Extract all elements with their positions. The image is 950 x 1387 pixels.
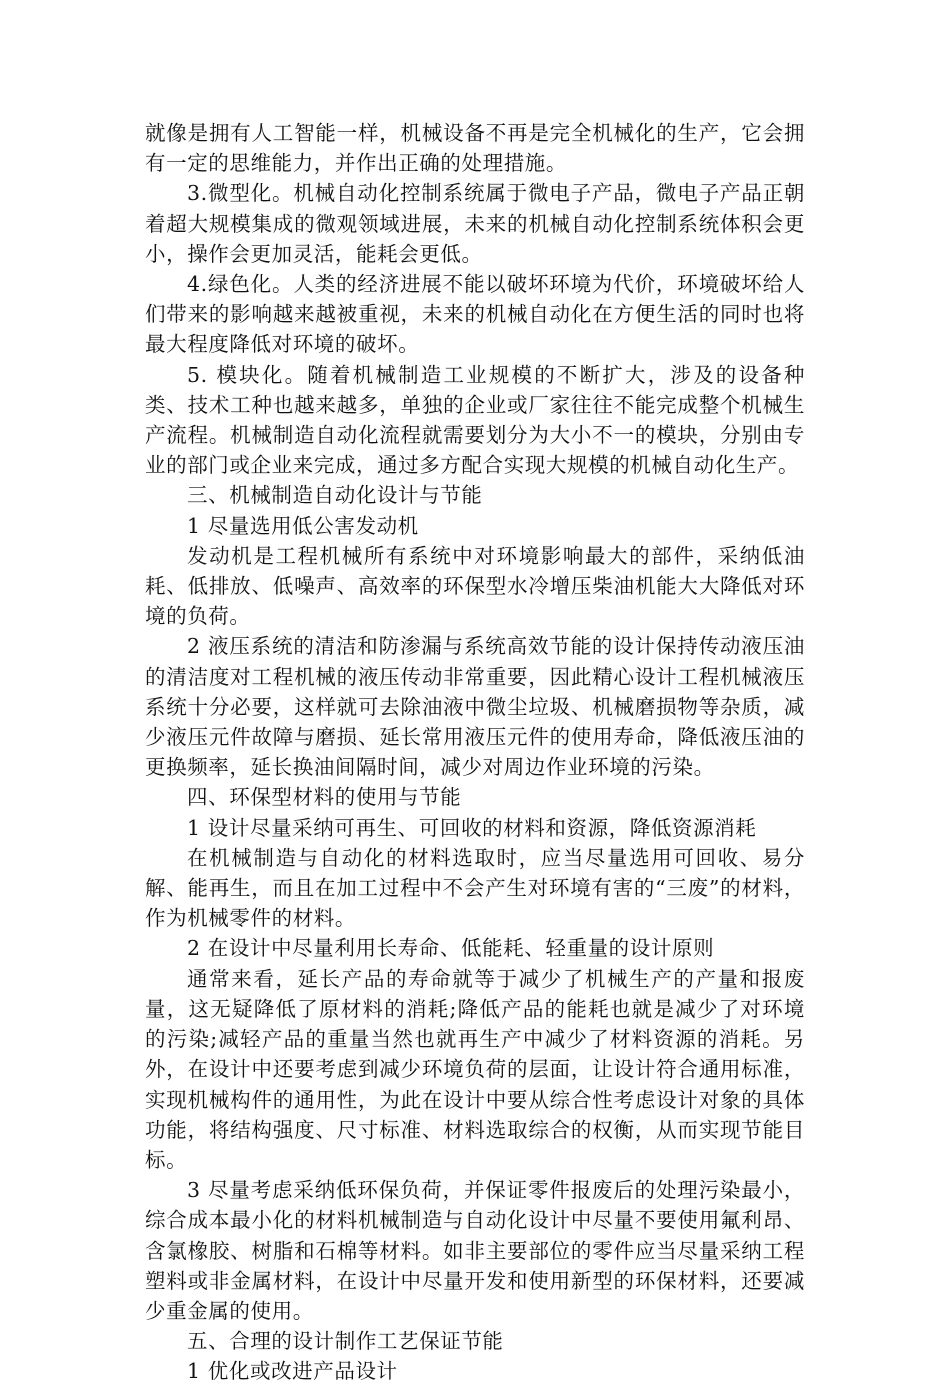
paragraph: 5. 模块化。随着机械制造工业规模的不断扩大，涉及的设备种类、技术工种也越来越多，单独的企业或厂家往往不能完成整个机械生产流程。机械制造自动化流程就需要划分为大小不一的模块，分别由专业的部门或企业来完成，通过多方配合实现大规模的机械自动化生产。 xyxy=(145,362,805,478)
subsection-heading: 1 优化或改进产品设计 xyxy=(187,1359,398,1384)
paragraph: 就像是拥有人工智能一样，机械设备不再是完全机械化的生产，它会拥有一定的思维能力，并作出正确的处理措施。 xyxy=(145,121,805,176)
paragraph: 2 液压系统的清洁和防渗漏与系统高效节能的设计保持传动液压油的清洁度对工程机械的液压传动非常重要，因此精心设计工程机械液压系统十分必要，这样就可去除油液中微尘垃圾、机械磨损物等杂质，减少液压元件故障与磨损、延长常用液压元件的使用寿命，降低液压油的更换频率，延长换油间隔时间，减少对周边作业环境的污染。 xyxy=(145,634,805,780)
section-heading: 四、环保型材料的使用与节能 xyxy=(187,785,462,810)
subsection-heading: 2 在设计中尽量利用长寿命、低能耗、轻重量的设计原则 xyxy=(187,936,715,961)
paragraph: 3.微型化。机械自动化控制系统属于微电子产品，微电子产品正朝着超大规模集成的微观领域进展，未来的机械自动化控制系统体积会更小，操作会更加灵活，能耗会更低。 xyxy=(145,181,805,266)
paragraph: 发动机是工程机械所有系统中对环境影响最大的部件，采纳低油耗、低排放、低噪声、高效率的环保型水冷增压柴油机能大大降低对环境的负荷。 xyxy=(145,543,805,629)
section-heading: 五、合理的设计制作工艺保证节能 xyxy=(187,1329,504,1354)
subsection-heading: 1 设计尽量采纳可再生、可回收的材料和资源，降低资源消耗 xyxy=(187,815,757,840)
paragraph: 3 尽量考虑采纳低环保负荷，并保证零件报废后的处理污染最小，综合成本最小化的材料机械制造与自动化设计中尽量不要使用氟利昂、含氯橡胶、树脂和石棉等材料。如非主要部位的零件应当尽量采纳工程塑料或非金属材料，在设计中尽量开发和使用新型的环保材料，还要减少重金属的使用。 xyxy=(145,1178,805,1323)
paragraph: 通常来看，延长产品的寿命就等于减少了机械生产的产量和报废量，这无疑降低了原材料的消耗;降低产品的能耗也就是减少了对环境的污染;减轻产品的重量当然也就再生产中减少了材料资源的消耗。另外，在设计中还要考虑到减少环境负荷的层面，让设计符合通用标准，实现机械构件的通用性，为此在设计中要从综合性考虑设计对象的具体功能，将结构强度、尺寸标准、材料选取综合的权衡，从而实现节能目标。 xyxy=(145,966,805,1172)
paragraph: 在机械制造与自动化的材料选取时，应当尽量选用可回收、易分解、能再生，而且在加工过程中不会产生对环境有害的“三废”的材料，作为机械零件的材料。 xyxy=(145,845,805,931)
subsection-heading: 1 尽量选用低公害发动机 xyxy=(187,513,419,538)
section-heading: 三、机械制造自动化设计与节能 xyxy=(187,483,483,508)
paragraph: 4.绿色化。人类的经济进展不能以破坏环境为代价，环境破坏给人们带来的影响越来越被重视，未来的机械自动化在方便生活的同时也将最大程度降低对环境的破坏。 xyxy=(145,272,805,357)
document-body xyxy=(145,118,805,1387)
